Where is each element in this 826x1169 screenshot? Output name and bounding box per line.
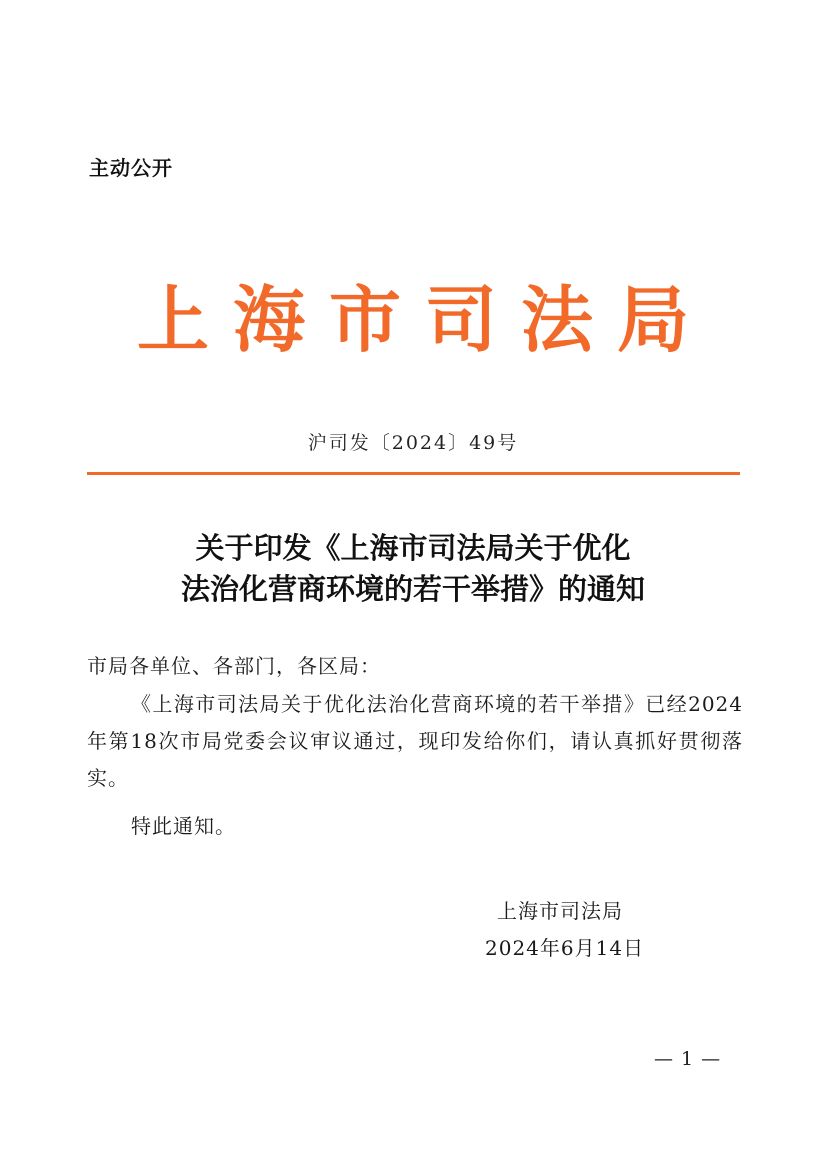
signature-date: 2024年6月14日 (485, 936, 645, 960)
red-divider-line (87, 472, 740, 475)
closing-line: 特此通知。 (131, 814, 236, 838)
document-title-line-2: 法治化营商环境的若干举措》的通知 (180, 572, 645, 606)
body-paragraph: 《上海市司法局关于优化法治化营商环境的若干举措》已经2024年第18次市局党委会议审议通过，现印发给你们，请认真抓好贯彻落实。 (87, 692, 743, 790)
document-title (0, 528, 826, 610)
page-number: — 1 — (654, 1048, 722, 1070)
addressee: 市局各单位、各部门，各区局： (87, 654, 381, 678)
issuer-masthead: 上海市司法局 (136, 277, 713, 362)
document-title-line-1: 关于印发《上海市司法局关于优化 (195, 531, 631, 565)
disclosure-label: 主动公开 (89, 156, 173, 180)
document-number: 沪司发〔2024〕49号 (307, 432, 519, 454)
signature-organization: 上海市司法局 (497, 899, 623, 923)
